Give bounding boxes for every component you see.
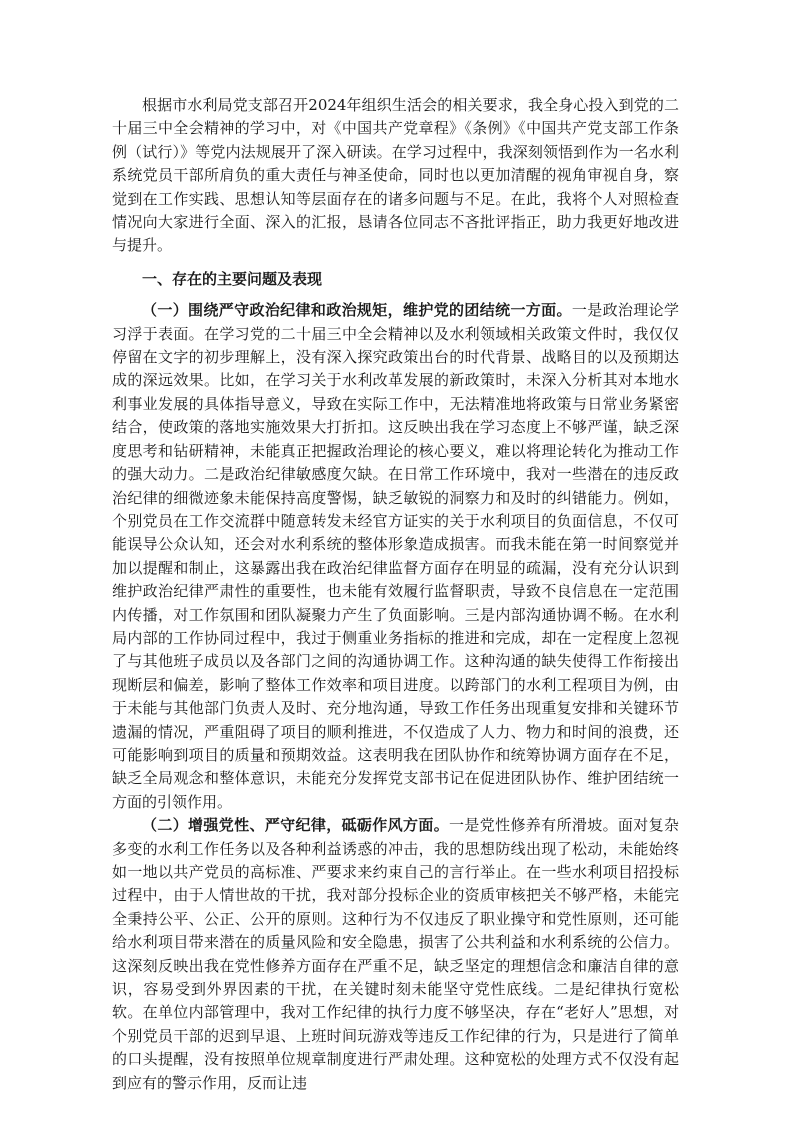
- document-page: [112, 94, 679, 1095]
- subsection-1-title: （一）围绕严守政治纪律和政治规矩，维护党的团结统一方面。: [142, 301, 572, 320]
- subsection-1-body: 一是政治理论学习浮于表面。在学习党的二十届三中全会精神以及水利领域相关政策文件时，我仅仅停留在文字的初步理解上，没有深入探究政策出台的时代背景、战略目的以及预期达成的深远效果。比如，在学习关于水利改革发展的新政策时，未深入分析其对本地水利事业发展的具体指导意义，导致在实际工作中，无法精准地将政策与日常业务紧密结合，使政策的落地实施效果大打折扣。这反映出我在学习态度上不够严谨，缺乏深度思考和钻研精神，未能真正把握政治理论的核心要义，难以将理论转化为推动工作的强大动力。二是政治纪律敏感度欠缺。在日常工作环境中，我对一些潜在的违反政治纪律的细微迹象未能保持高度警惕，缺乏敏锐的洞察力和及时的纠错能力。例如，个别党员在工作交流群中随意转发未经官方证实的关于水利项目的负面信息，不仅可能误导公众认知，还会对水利系统的整体形象造成损害。而我未能在第一时间察觉并加以提醒和制止，这暴露出我在政治纪律监督方面存在明显的疏漏，没有充分认识到维护政治纪律严肃性的重要性，也未能有效履行监督职责，导致不良信息在一定范围内传播，对工作氛围和团队凝聚力产生了负面影响。三是内部沟通协调不畅。在水利局内部的工作协同过程中，我过于侧重业务指标的推进和完成，却在一定程度上忽视了与其他班子成员以及各部门之间的沟通协调工作。这种沟通的缺失使得工作衔接出现断层和偏差，影响了整体工作效率和项目进度。以跨部门的水利工程项目为例，由于未能与其他部门负责人及时、充分地沟通，导致工作任务出现重复安排和关键环节遗漏的情况，严重阻碍了项目的顺利推进，不仅造成了人力、物力和时间的浪费，还可能影响到项目的质量和预期效益。这表明我在团队协作和统筹协调方面存在不足，缺乏全局观念和整体意识，未能充分发挥党支部书记在促进团队协作、维护团结统一方面的引领作用。: [112, 301, 679, 811]
- subsection-2-paragraph: [112, 814, 679, 1095]
- subsection-2-body: 一是党性修养有所滑坡。面对复杂多变的水利工作任务以及各种利益诱惑的冲击，我的思想防线出现了松动，未能始终如一地以共产党员的高标准、严要求来约束自己的言行举止。在一些水利项目招投标过程中，由于人情世故的干扰，我对部分投标企业的资质审核把关不够严格，未能完全秉持公平、公正、公开的原则。这种行为不仅违反了职业操守和党性原则，还可能给水利项目带来潜在的质量风险和安全隐患，损害了公共利益和水利系统的公信力。这深刻反映出我在党性修养方面存在严重不足，缺乏坚定的理想信念和廉洁自律的意识，容易受到外界因素的干扰，在关键时刻未能坚守党性底线。二是纪律执行宽松软。在单位内部管理中，我对工作纪律的执行力度不够坚决，存在“老好人”思想，对个别党员干部的迟到早退、上班时间玩游戏等违反工作纪律的行为，只是进行了简单的口头提醒，没有按照单位规章制度进行严肃处理。这种宽松的处理方式不仅没有起到应有的警示作用，反而让违: [112, 816, 679, 1092]
- subsection-2-title: （二）增强党性、严守纪律，砥砺作风方面。: [142, 816, 450, 835]
- section-heading-1: 一、存在的主要问题及表现: [142, 269, 323, 288]
- intro-paragraph: 根据市水利局党支部召开2024年组织生活会的相关要求，我全身心投入到党的二十届三中全会精神的学习中，对《中国共产党章程》《条例》《中国共产党支部工作条例（试行）》等党内法规展开了深入研读。在学习过程中，我深刻领悟到作为一名水利系统党员干部所肩负的重大责任与神圣使命，同时也以更加清醒的视角审视自身，察觉到在工作实践、思想认知等层面存在的诸多问题与不足。在此，我将个人对照检查情况向大家进行全面、深入的汇报，恳请各位同志不吝批评指正，助力我更好地改进与提升。: [112, 96, 679, 255]
- subsection-1-paragraph: [112, 299, 679, 814]
